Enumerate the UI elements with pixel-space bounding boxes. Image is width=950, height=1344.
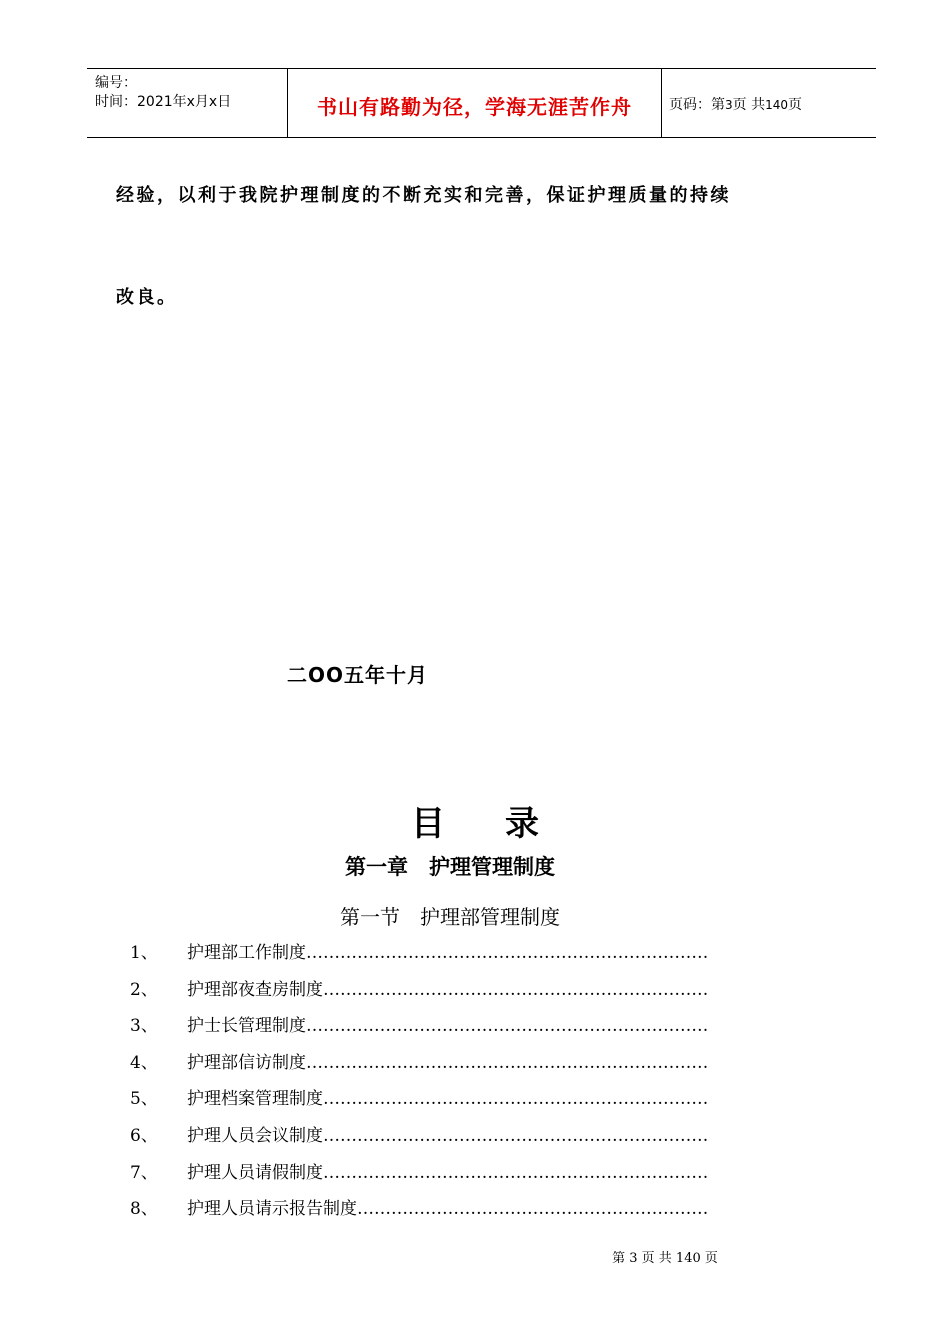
toc-item-number: 4、 xyxy=(130,1052,158,1073)
toc-list xyxy=(130,939,710,1232)
toc-item[interactable] xyxy=(130,939,710,976)
toc-item-number: 2、 xyxy=(130,979,158,1000)
toc-title-part-2: 录 xyxy=(505,804,539,844)
toc-item-text: 护理人员会议制度 …………………………………………………………………………………………………… xyxy=(187,1122,710,1150)
toc-item[interactable] xyxy=(130,1049,710,1086)
toc-item-number: 7、 xyxy=(130,1162,158,1183)
toc-item[interactable] xyxy=(130,1012,710,1049)
document-date: 二OO五年十月 xyxy=(287,663,429,687)
header-middle-cell xyxy=(287,69,662,137)
toc-item[interactable] xyxy=(130,1085,710,1122)
toc-item-number: 5、 xyxy=(130,1089,158,1110)
toc-item-number: 6、 xyxy=(130,1125,158,1146)
header-page-number: 页码：第3页 共140页 xyxy=(669,97,802,113)
header-motto: 书山有路勤为径，学海无涯苦作舟 xyxy=(317,95,632,119)
toc-item-text: 护士长管理制度 …………………………………………………………………………………………………… xyxy=(187,1012,710,1040)
toc-item[interactable] xyxy=(130,976,710,1013)
toc-item-text: 护理部夜查房制度 …………………………………………………………………………………………………… xyxy=(187,976,710,1004)
document-time-label: 时间：2021年x月x日 xyxy=(95,94,232,110)
toc-item-number: 3、 xyxy=(130,1016,158,1037)
toc-item[interactable] xyxy=(130,1159,710,1196)
toc-item[interactable] xyxy=(130,1195,710,1232)
toc-item[interactable] xyxy=(130,1122,710,1159)
toc-item-number: 8、 xyxy=(130,1199,158,1220)
body-paragraph-line-1: 经验，以利于我院护理制度的不断充实和完善，保证护理质量的持续 xyxy=(116,185,731,206)
header-left-cell xyxy=(87,69,287,137)
toc-title xyxy=(0,796,950,845)
toc-item-text: 护理人员请示报告制度 …………………………………………………………………………………………………… xyxy=(187,1195,710,1223)
toc-chapter-heading: 第一章 护理管理制度 xyxy=(345,855,555,879)
toc-item-text: 护理人员请假制度 …………………………………………………………………………………………………… xyxy=(187,1159,710,1187)
toc-item-text: 护理部信访制度 …………………………………………………………………………………………………… xyxy=(187,1049,710,1077)
toc-title-part-1: 目 xyxy=(411,804,445,844)
body-paragraph-line-2: 改良。 xyxy=(116,287,178,308)
document-id-label: 编号： xyxy=(95,75,137,91)
page-footer: 第 3 页 共 140 页 xyxy=(612,1251,718,1266)
toc-item-text: 护理档案管理制度 …………………………………………………………………………………………………… xyxy=(187,1085,710,1113)
header-right-cell xyxy=(661,69,876,137)
page-header xyxy=(87,68,876,138)
toc-section-heading: 第一节 护理部管理制度 xyxy=(340,905,560,929)
toc-item-number: 1、 xyxy=(130,943,158,963)
toc-item-text: 护理部工作制度 …………………………………………………………………………………………………… xyxy=(187,939,710,967)
